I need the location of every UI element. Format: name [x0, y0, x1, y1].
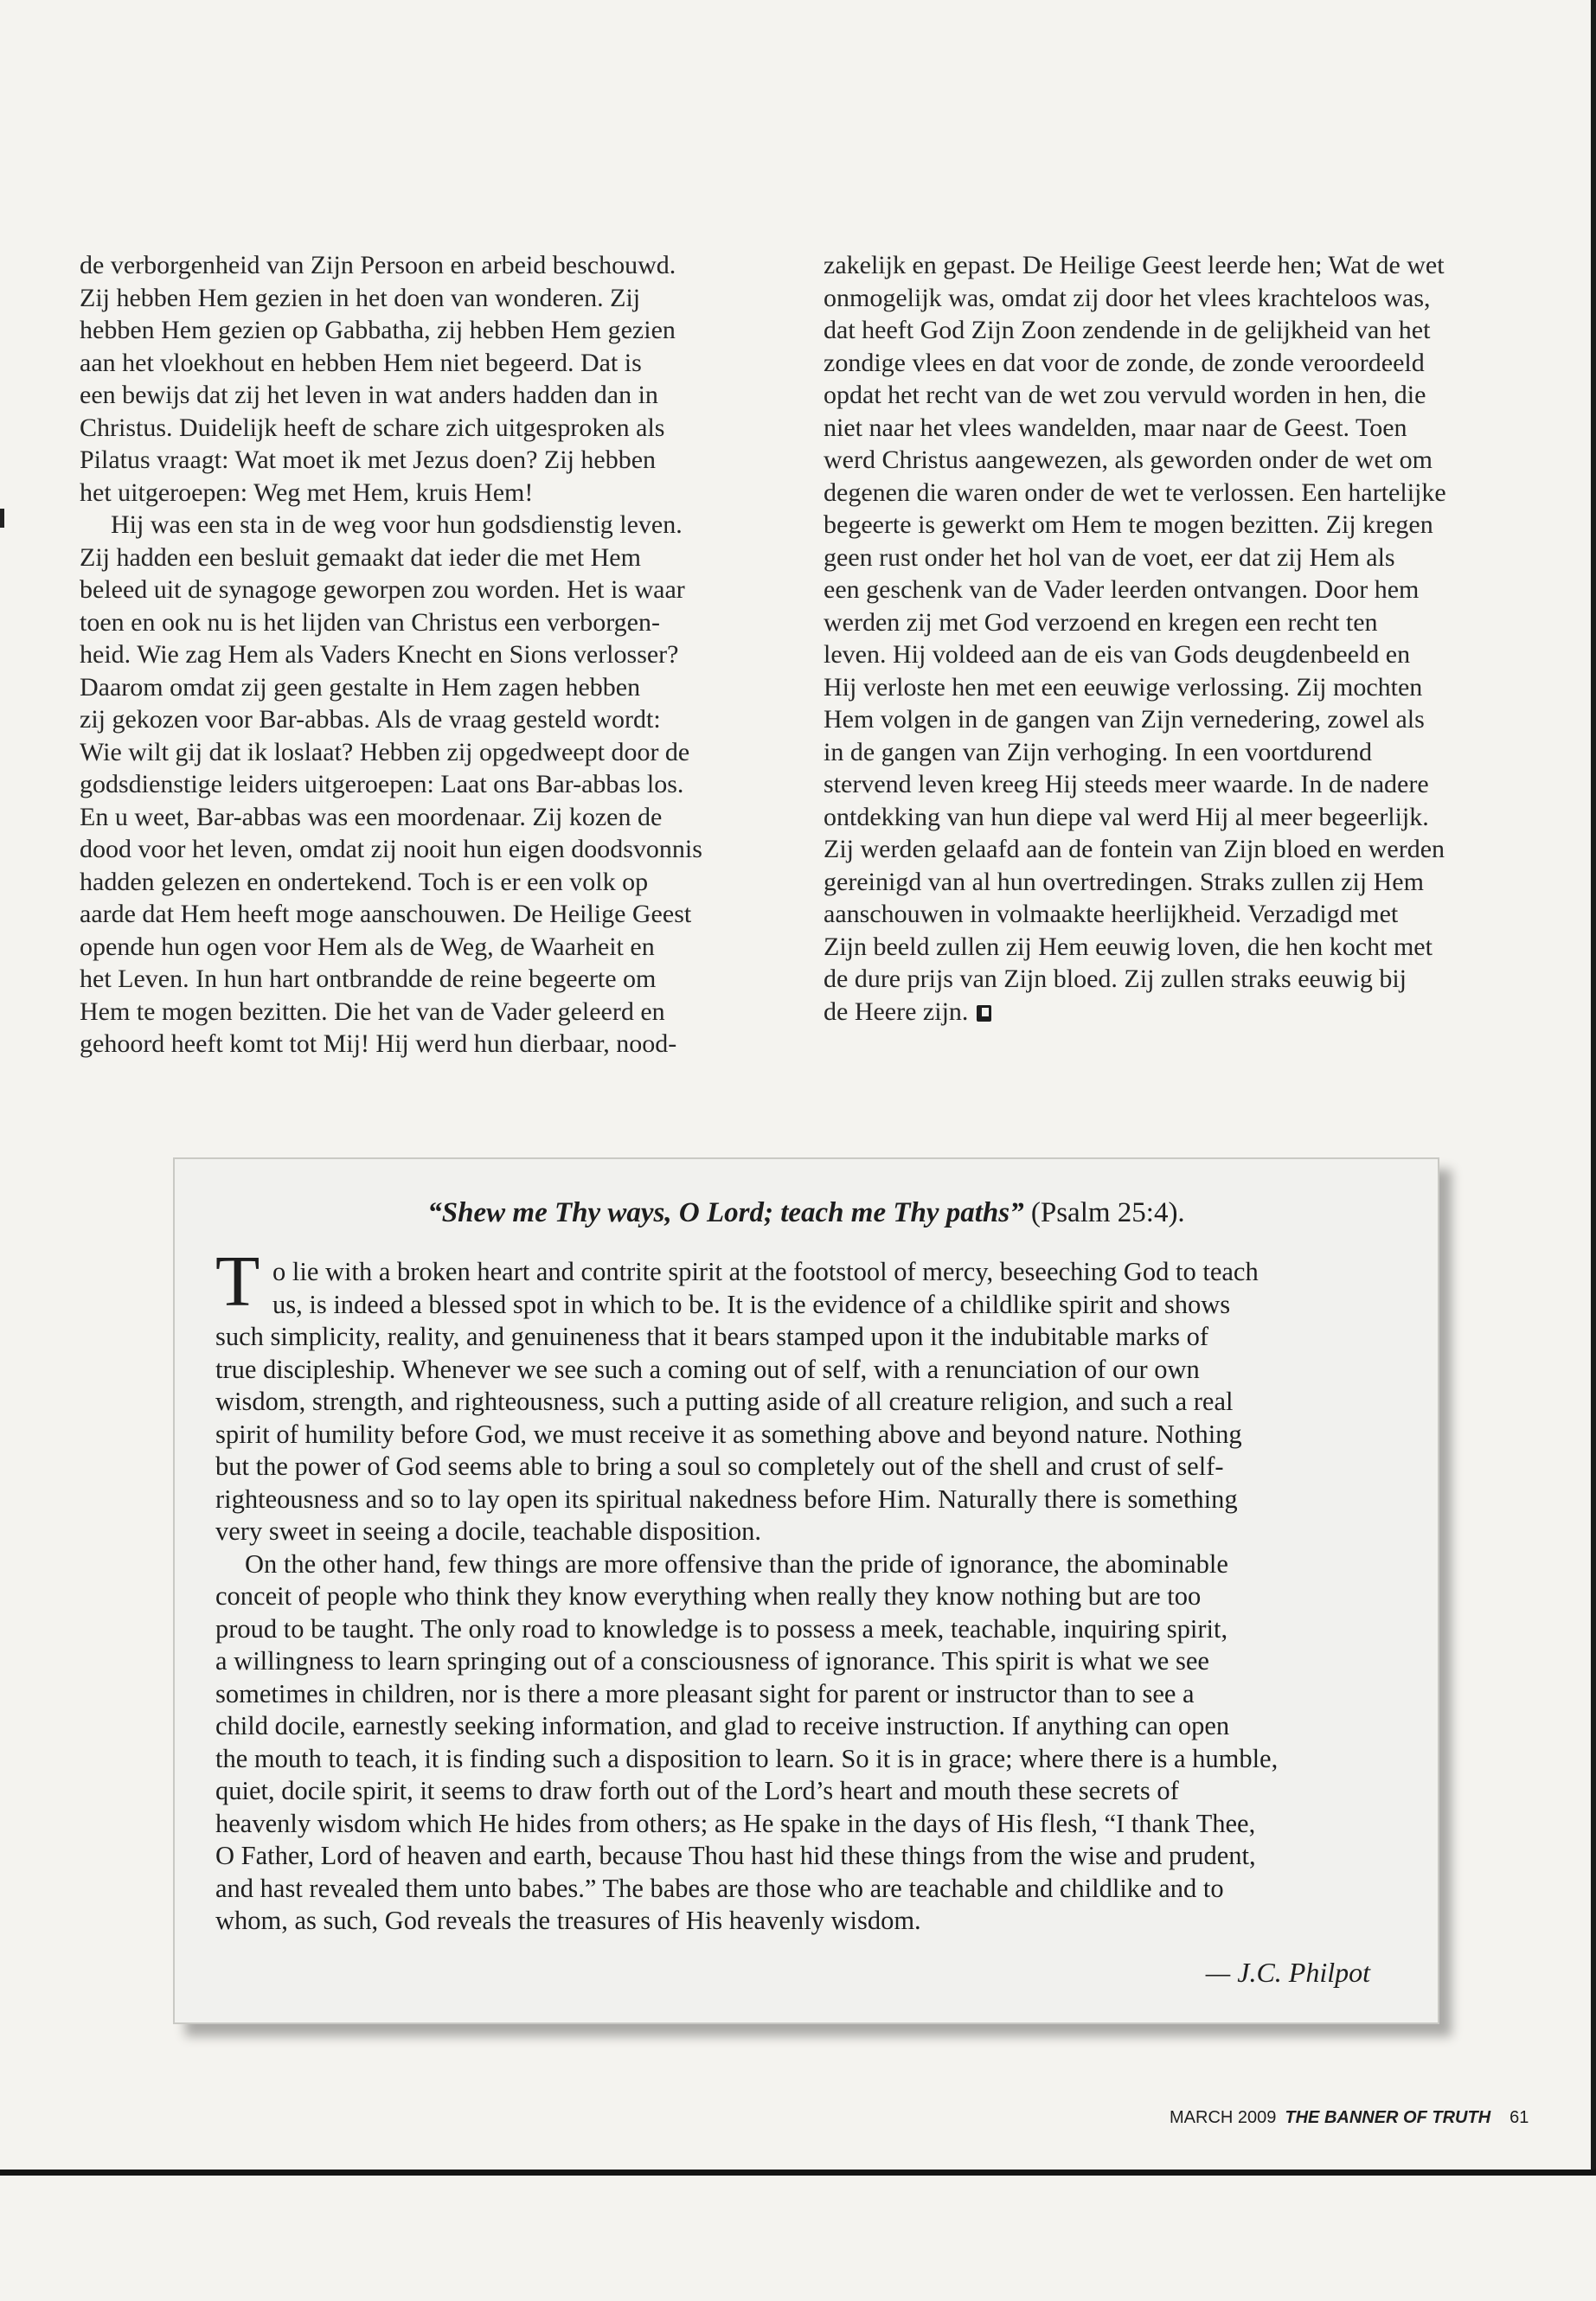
bottom-rule [0, 2170, 1596, 2176]
text-line: Hij verloste hen met een eeuwige verlossing. Zij mochten [824, 672, 1423, 702]
quote-line: O Father, Lord of heaven and earth, because Thou hast hid these things from the wise and prudent, [215, 1841, 1256, 1870]
text-line: Hem volgen in de gangen van Zijn vernedering, zowel als [824, 705, 1425, 734]
text-line: een geschenk van de Vader leerden ontvangen. Door hem [824, 575, 1420, 604]
text-line: dat heeft God Zijn Zoon zendende in de gelijkheid van het [824, 316, 1431, 344]
text-line: Zij werden gelaafd aan de fontein van Zijn bloed en werden [824, 835, 1445, 863]
text-line: zondige vlees en dat voor de zonde, de zonde veroordeeld [824, 348, 1425, 377]
text-line: Zijn beeld zullen zij Hem eeuwig loven, die hen kocht met [824, 932, 1433, 961]
quote-line: quiet, docile spirit, it seems to draw forth out of the Lord’s heart and mouth these secrets of [215, 1776, 1179, 1805]
text-line: toen en ook nu is het lijden van Christus een verborgen- [80, 607, 660, 637]
page-number: 61 [1509, 2108, 1529, 2127]
quote-line: wisdom, strength, and righteousness, such a putting aside of all creature religion, and such a real [215, 1387, 1234, 1416]
text-line: leven. Hij voldeed aan de eis van Gods deugdenbeeld en [824, 640, 1411, 669]
text-line: werden zij met God verzoend en kregen een recht ten [824, 607, 1378, 637]
quote-line: spirit of humility before God, we must receive it as something above and beyond nature. Nothing [215, 1419, 1242, 1449]
quote-line: and hast revealed them unto babes.” The babes are those who are teachable and childlike and to [215, 1873, 1224, 1903]
quote-line: child docile, earnestly seeking information, and glad to receive instruction. If anything can open [215, 1711, 1230, 1740]
text-line: degenen die waren onder de wet te verlossen. Een hartelijke [824, 478, 1446, 507]
text-line: godsdienstige leiders uitgeroepen: Laat ons Bar-abbas los. [80, 770, 684, 798]
text-line: beleed uit de synagoge geworpen zou worden. Het is waar [80, 575, 685, 604]
attribution: — J.C. Philpot [1205, 1957, 1370, 1988]
text-line: ontdekking van hun diepe val werd Hij al meer begeerlijk. [824, 802, 1429, 831]
text-line-end [824, 996, 1521, 1029]
text-line: heid. Wie zag Hem als Vaders Knecht en Sions verlosser? [80, 640, 679, 669]
text-line: begeerte is gewerkt om Hem te mogen bezitten. Zij kregen [824, 510, 1433, 539]
quote-line: conceit of people who think they know everything when really they know nothing but are too [215, 1581, 1202, 1611]
text-line: gereinigd van al hun overtredingen. Straks zullen zij Hem [824, 867, 1424, 896]
text-line: het Leven. In hun hart ontbrandde de reine begeerte om [80, 965, 657, 993]
quote-box [173, 1157, 1439, 2024]
quote-line: us, is indeed a blessed spot in which to be. It is the evidence of a childlike spirit and shows [272, 1289, 1231, 1319]
quote-line: whom, as such, God reveals the treasures of His heavenly wisdom. [215, 1906, 921, 1935]
text-line: aan het vloekhout en hebben Hem niet begeerd. Dat is [80, 348, 642, 377]
text-line: de Heere zijn. [824, 997, 969, 1026]
end-of-article-icon [977, 1005, 991, 1022]
drop-cap: T [215, 1241, 260, 1322]
text-line: geen rust onder het hol van de voet, eer dat zij Hem als [824, 542, 1395, 572]
text-line: de dure prijs van Zijn bloed. Zij zullen straks eeuwig bij [824, 965, 1407, 993]
quote-line: sometimes in children, nor is there a more pleasant sight for parent or instructor than to see a [215, 1678, 1195, 1708]
margin-tick [0, 509, 4, 528]
quote-line: righteousness and so to lay open its spiritual nakedness before Him. Naturally there is something [215, 1484, 1238, 1514]
quote-line: such simplicity, reality, and genuineness that it bears stamped upon it the indubitable marks of [215, 1322, 1209, 1351]
footer-publication: THE BANNER OF TRUTH [1285, 2108, 1491, 2127]
text-line: Zij hadden een besluit gemaakt dat ieder die met Hem [80, 542, 641, 572]
quote-line: proud to be taught. The only road to knowledge is to possess a meek, teachable, inquiring spirit, [215, 1613, 1228, 1644]
text-line: Pilatus vraagt: Wat moet ik met Jezus doen? Zij hebben [80, 445, 657, 474]
quote-line: o lie with a broken heart and contrite spirit at the footstool of mercy, beseeching God to teach [272, 1257, 1259, 1286]
text-line: En u weet, Bar-abbas was een moordenaar. Zij kozen de [80, 802, 663, 831]
text-line: het uitgeroepen: Weg met Hem, kruis Hem! [80, 478, 534, 507]
text-line: Hij was een sta in de weg voor hun godsdienstig leven. [111, 510, 683, 539]
quote-heading [175, 1197, 1438, 1229]
text-line: Zij hebben Hem gezien in het doen van wonderen. Zij [80, 283, 641, 312]
text-line: aanschouwen in volmaakte heerlijkheid. Verzadigd met [824, 900, 1399, 928]
quote-line: the mouth to teach, it is finding such a disposition to learn. So it is in grace; where there is a humble, [215, 1743, 1279, 1773]
text-line: hebben Hem gezien op Gabbatha, zij hebben Hem gezien [80, 316, 676, 344]
text-line: in de gangen van Zijn verhoging. In een voortdurend [824, 737, 1372, 766]
text-line: zakelijk en gepast. De Heilige Geest leerde hen; Wat de wet [824, 251, 1445, 279]
text-line: hadden gelezen en ondertekend. Toch is er een volk op [80, 867, 649, 896]
quote-heading-ref: (Psalm 25:4). [1023, 1197, 1185, 1228]
text-line: gehoord heeft komt tot Mij! Hij werd hun dierbaar, nood- [80, 1029, 677, 1058]
quote-line: a willingness to learn springing out of a consciousness of ignorance. This spirit is what we see [215, 1646, 1209, 1676]
text-line: niet naar het vlees wandelden, maar naar de Geest. Toen [824, 413, 1407, 442]
text-line: aarde dat Hem heeft moge aanschouwen. De Heilige Geest [80, 900, 692, 928]
footer-date: MARCH 2009 [1170, 2108, 1277, 2127]
text-line: werd Christus aangewezen, als geworden onder de wet om [824, 445, 1433, 474]
text-line: opende hun ogen voor Hem als de Weg, de Waarheit en [80, 932, 655, 961]
text-line: een bewijs dat zij het leven in wat anders hadden dan in [80, 381, 658, 409]
drop-cap-wrap [215, 1241, 272, 1322]
quote-body [215, 1241, 1418, 1938]
text-line: Christus. Duidelijk heeft de schare zich uitgesproken als [80, 413, 665, 442]
text-line: stervend leven kreeg Hij steeds meer waarde. In de nadere [824, 770, 1429, 798]
text-line: onmogelijk was, omdat zij door het vlees krachteloos was, [824, 283, 1431, 312]
quote-line: On the other hand, few things are more offensive than the pride of ignorance, the abominable [245, 1548, 1228, 1579]
quote-line: true discipleship. Whenever we see such a coming out of self, with a renunciation of our own [215, 1354, 1200, 1384]
text-line: Daarom omdat zij geen gestalte in Hem zagen hebben [80, 672, 641, 702]
text-line: Wie wilt gij dat ik loslaat? Hebben zij opgedweept door de [80, 737, 690, 766]
left-column [80, 249, 777, 1061]
text-line: opdat het recht van de wet zou vervuld worden in hen, die [824, 381, 1426, 409]
page-edge [1591, 0, 1596, 2171]
text-line: Hem te mogen bezitten. Die het van de Vader geleerd en [80, 997, 665, 1026]
quote-line: heavenly wisdom which He hides from others; as He spake in the days of His flesh, “I thank Thee, [215, 1808, 1256, 1838]
page-footer [1170, 2108, 1529, 2128]
text-line: dood voor het leven, omdat zij nooit hun eigen doodsvonnis [80, 835, 702, 863]
text-line: zij gekozen voor Bar-abbas. Als de vraag gesteld wordt: [80, 705, 661, 734]
right-column [824, 249, 1521, 1028]
text-line: de verborgenheid van Zijn Persoon en arbeid beschouwd. [80, 251, 676, 279]
quote-heading-text: “Shew me Thy ways, O Lord; teach me Thy paths” [427, 1197, 1024, 1228]
quote-line: very sweet in seeing a docile, teachable disposition. [215, 1516, 761, 1546]
quote-line: but the power of God seems able to bring a soul so completely out of the shell and crust of self- [215, 1452, 1224, 1481]
